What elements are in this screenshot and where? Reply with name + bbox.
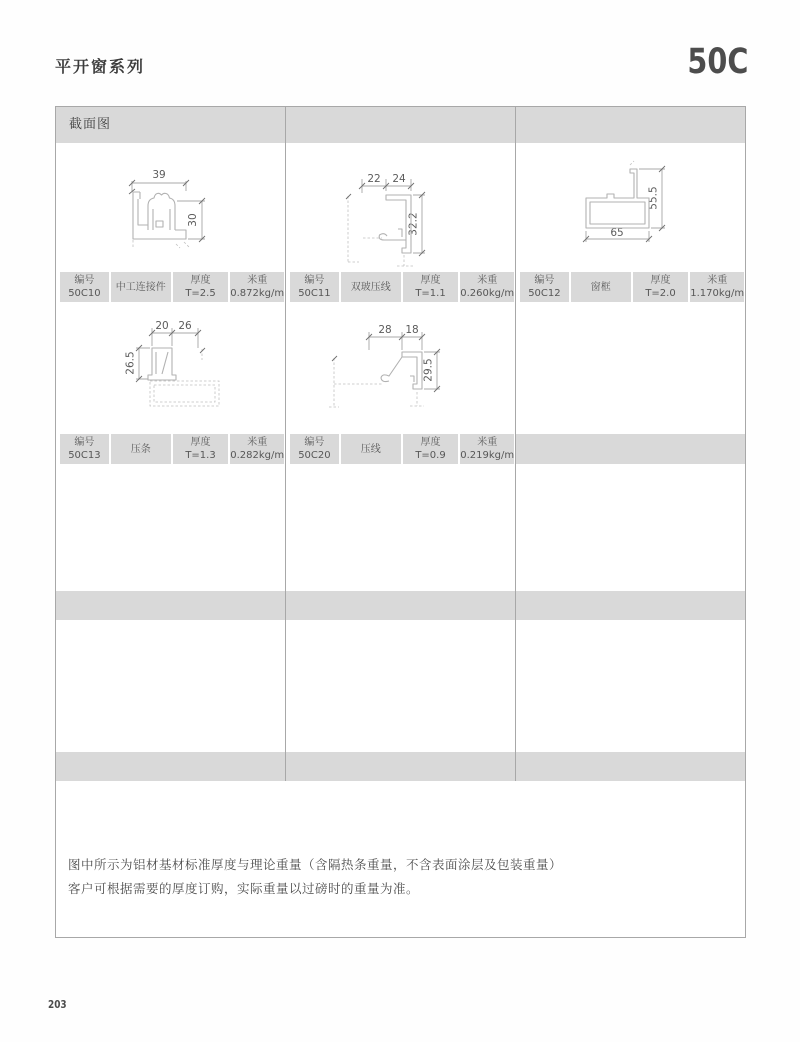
spec-code: 编号 50C13: [60, 434, 109, 464]
dim-right: 26: [178, 320, 192, 332]
diagram-row-empty: [56, 464, 745, 591]
page-number: 203: [48, 999, 67, 1011]
spec-code: 编号 50C12: [520, 272, 569, 302]
spec-group-50c10: [56, 272, 286, 302]
dim-width: 65: [610, 227, 624, 239]
dim-right: 18: [405, 324, 419, 336]
table-header-cell: [516, 107, 745, 143]
spec-group-empty: [56, 591, 286, 620]
spec-weight: 米重 0.219kg/m: [460, 434, 514, 464]
spec-code: 编号 50C20: [290, 434, 339, 464]
spec-group-empty: [516, 752, 745, 781]
diagram-cell-empty: [286, 464, 516, 591]
spec-thickness: 厚度 T=2.0: [633, 272, 689, 302]
dim-left: 22: [367, 173, 381, 185]
page-title: 平开窗系列: [55, 57, 146, 76]
profile-drawing-50c10: [56, 143, 285, 272]
spec-name: 窗框: [571, 272, 631, 302]
diagram-cell-50c10: [56, 143, 286, 272]
series-code: 50C: [686, 42, 748, 82]
profile-table: [55, 106, 746, 938]
dim-height: 29.5: [422, 358, 435, 382]
profile-drawing-50c11: [286, 143, 515, 272]
spec-weight: 米重 1.170kg/m: [690, 272, 744, 302]
diagram-cell-50c13: [56, 302, 286, 434]
diagram-row-empty: [56, 620, 745, 752]
diagram-cell-empty: [286, 620, 516, 752]
table-header-row: [56, 107, 745, 143]
dim-height: 26.5: [124, 351, 137, 375]
spec-row: [56, 272, 745, 302]
spec-group-empty: [56, 752, 286, 781]
spec-group-empty: [516, 434, 745, 464]
diagram-cell-empty: [516, 620, 745, 752]
diagram-cell-empty: [56, 620, 286, 752]
spec-thickness: 厚度 T=2.5: [173, 272, 229, 302]
diagram-cell-50c11: [286, 143, 516, 272]
spec-group-empty: [286, 591, 516, 620]
profile-drawing-50c12: [516, 143, 744, 272]
diagram-cell-empty: [516, 302, 745, 434]
spec-weight: 米重 0.872kg/m: [230, 272, 284, 302]
spec-thickness: 厚度 T=1.3: [173, 434, 229, 464]
note-line-2: 客户可根据需要的厚度订购，实际重量以过磅时的重量为准。: [68, 881, 420, 897]
spec-row-empty: [56, 591, 745, 620]
dim-width: 39: [152, 169, 166, 181]
table-header-cell: [286, 107, 516, 143]
spec-code: 编号 50C11: [290, 272, 339, 302]
dim-left: 28: [378, 324, 392, 336]
spec-name: 双玻压线: [341, 272, 401, 302]
spec-thickness: 厚度 T=0.9: [403, 434, 459, 464]
spec-group-50c11: [286, 272, 516, 302]
table-header-cell: [56, 107, 286, 143]
spec-group-50c13: [56, 434, 286, 464]
diagram-cell-empty: [516, 464, 745, 591]
note-row: [56, 781, 745, 937]
spec-row: [56, 434, 745, 464]
diagram-cell-50c12: [516, 143, 745, 272]
dim-right: 24: [392, 173, 406, 185]
spec-name: 中工连接件: [111, 272, 171, 302]
profile-drawing-50c20: [286, 302, 515, 433]
diagram-cell-empty: [56, 464, 286, 591]
spec-weight: 米重 0.282kg/m: [230, 434, 284, 464]
note-text: [56, 781, 582, 937]
profile-drawing-50c13: [56, 302, 285, 433]
dim-height: 32.2: [407, 212, 420, 236]
spec-name: 压条: [111, 434, 171, 464]
diagram-row: [56, 143, 745, 272]
dim-height: 55.5: [647, 186, 660, 210]
spec-code: 编号 50C10: [60, 272, 109, 302]
note-line-1: 图中所示为铝材基材标准厚度与理论重量（含隔热条重量，不含表面涂层及包装重量）: [68, 857, 563, 872]
diagram-cell-50c20: [286, 302, 516, 434]
diagram-row: [56, 302, 745, 434]
spec-name: 压线: [341, 434, 401, 464]
dim-height: 30: [187, 213, 199, 227]
spec-row-empty: [56, 752, 745, 781]
spec-thickness: 厚度 T=1.1: [403, 272, 459, 302]
spec-group-empty: [286, 752, 516, 781]
dim-left: 20: [155, 320, 169, 332]
spec-weight: 米重 0.260kg/m: [460, 272, 514, 302]
section-title: 截面图: [69, 117, 112, 132]
spec-group-50c12: [516, 272, 745, 302]
spec-group-empty: [516, 591, 745, 620]
spec-group-50c20: [286, 434, 516, 464]
